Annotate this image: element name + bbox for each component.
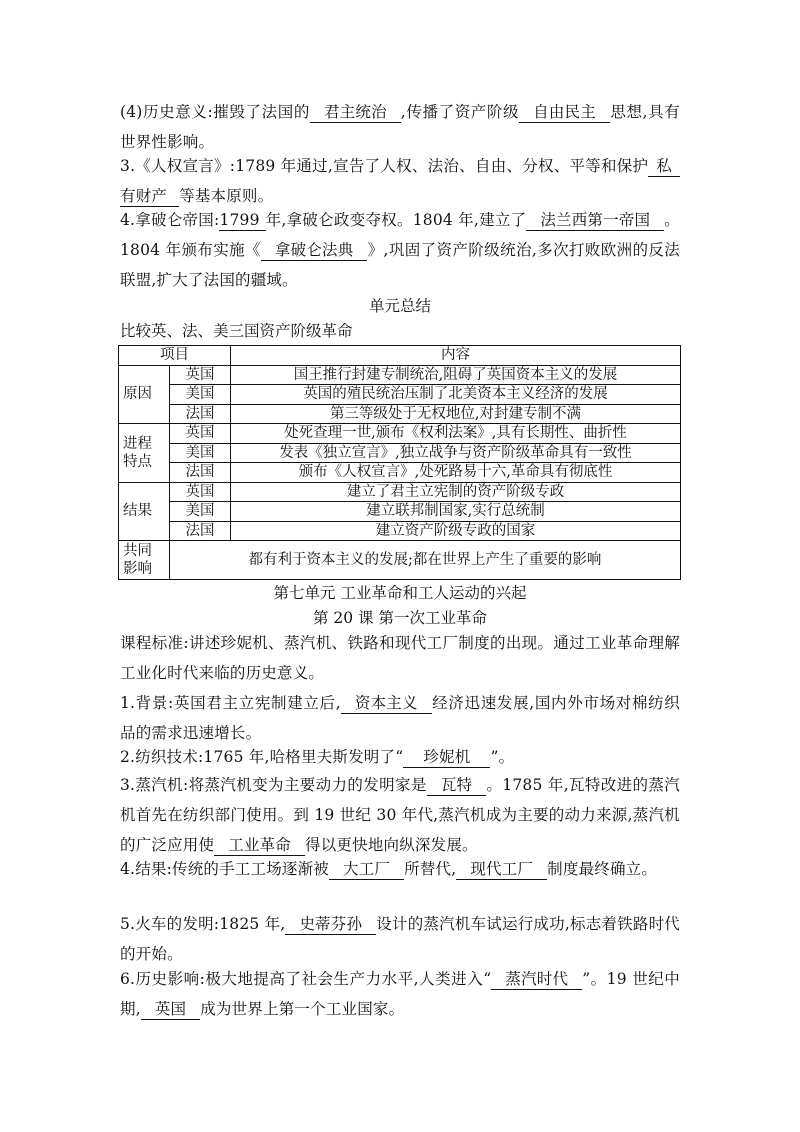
text: 思想,具有世界性影响。 [120,103,680,151]
text: 6.历史影响:极大地提高了社会生产力水平,人类进入“ [120,970,492,988]
table-row [119,404,681,424]
country-cell: 英国 [170,424,231,444]
answer-blank: 自由民主 [519,102,610,123]
summary-title: 单元总结 [368,297,431,315]
table-row [119,521,681,541]
table-caption: 比较英、法、美三国资产阶级革命 [120,322,353,340]
country-cell: 英国 [170,482,231,502]
table-row [119,365,681,385]
text: 3.蒸汽机:将蒸汽机变为主要动力的发明家是 [120,776,427,794]
table-row [119,443,681,463]
country-cell: 法国 [170,463,231,483]
item-textile [120,742,680,772]
revolution-comparison-table [118,345,681,580]
header-item: 项目 [119,346,231,366]
text: 》,巩固了资产阶级统治,多次打败欧洲的反法联盟,扩大了法国的疆域。 [120,241,681,289]
item-background [120,688,680,748]
text: 设计的蒸汽机车试运行成功,标志着铁路时代的开始。 [120,915,680,963]
text: 。1804 年颁布实施《 [120,211,680,259]
text: 1.背景:英国君主立宪制建立后, [120,694,341,712]
text: ”。19 世纪中期, [120,970,680,1018]
answer-blank: 瓦特 [427,775,486,796]
answer-blank: 1799 [219,210,265,231]
answer-blank: 拿破仑法典 [261,240,368,261]
table-row [119,424,681,444]
country-cell: 美国 [170,502,231,522]
table-row [119,482,681,502]
table-header-row [119,346,681,366]
content-cell: 国王推行封建专制统治,阻碍了英国资本主义的发展 [231,365,681,385]
unit-title: 第七单元 工业革命和工人运动的兴起 [273,584,527,602]
answer-blank: 私 [648,156,680,177]
text: 制度最终确立。 [547,860,658,878]
text: 3.《人权宣言》:1789 年通过,宣告了人权、法治、自由、分权、平等和保护 [120,157,649,175]
content-cell: 都有利于资本主义的发展;都在世界上产生了重要的影响 [170,541,681,580]
country-cell: 美国 [170,385,231,405]
answer-blank: 珍妮机 [403,747,490,768]
country-cell: 法国 [170,404,231,424]
paragraph-napoleon-empire [120,205,680,295]
table-row [119,541,681,580]
item-steam-engine [120,770,680,860]
content-cell: 颁布《人权宣言》,处死路易十六,革命具有彻底性 [231,463,681,483]
answer-blank: 工业革命 [214,835,305,856]
text: 4.拿破仑帝国: [120,211,220,229]
content-cell: 第三等级处于无权地位,对封建专制不满 [231,404,681,424]
item-train [120,909,680,969]
text: 5.火车的发明:1825 年, [120,915,286,933]
lesson-title: 第 20 课 第一次工业革命 [312,609,487,627]
text: 等基本原则。 [179,187,274,205]
content-cell: 建立资产阶级专政的国家 [231,521,681,541]
text: 年,拿破仑政变夺权。1804 年,建立了 [265,211,527,229]
answer-blank: 现代工厂 [456,859,547,880]
text: 4.结果:传统的手工工场逐渐被 [120,860,330,878]
text: 经济迅速发展,国内外市场对棉纺织品的需求迅速增长。 [120,694,680,742]
item-result [120,854,680,884]
group-label-common [119,541,170,580]
text: ”。 [490,748,515,766]
text: 所替代, [404,860,457,878]
text: 成为世界上第一个工业国家。 [200,1000,405,1018]
content-cell: 处死查理一世,颁布《权利法案》,具有长期性、曲折性 [231,424,681,444]
table-row [119,463,681,483]
label-line: 共同 [123,543,152,559]
group-label-process [119,424,170,483]
text: 2.纺织技术:1765 年,哈格里夫斯发明了“ [120,748,404,766]
content-cell: 发表《独立宣言》,独立战争与资产阶级革命具有一致性 [231,443,681,463]
course-standard: 课程标准:讲述珍妮机、蒸汽机、铁路和现代工厂制度的出现。通过工业革命理解工业化时代来临的历史意义。 [120,634,680,682]
answer-blank: 英国 [141,999,200,1020]
text: 得以更快地向纵深发展。 [305,836,478,854]
paragraph-historical-significance [120,97,680,157]
table-row [119,502,681,522]
answer-blank: 资本主义 [341,693,432,714]
country-cell: 英国 [170,365,231,385]
text: 。1785 年,瓦特改进的蒸汽机首先在纺织部门使用。到 19 世纪 30 年代,蒸汽机成为主要的动力来源,蒸汽机的广泛应用使 [120,776,680,854]
group-label-cause: 原因 [119,365,170,424]
item-impact [120,964,680,1024]
text: ,传播了资产阶级 [400,103,520,121]
answer-blank: 法兰西第一帝国 [526,210,664,231]
paragraph-declaration-of-rights [120,151,680,211]
answer-blank: 有财产 [120,186,179,207]
country-cell: 美国 [170,443,231,463]
answer-blank: 史蒂芬孙 [285,914,376,935]
label-line: 特点 [123,453,152,470]
answer-blank: 君主统治 [310,102,401,123]
header-content: 内容 [231,346,681,366]
text: (4)历史意义:摧毁了法国的 [120,103,310,121]
answer-blank: 蒸汽时代 [491,969,582,990]
label-line: 进程 [123,435,152,452]
content-cell: 建立了君主立宪制的资产阶级专政 [231,482,681,502]
content-cell: 英国的殖民统治压制了北美资本主义经济的发展 [231,385,681,405]
country-cell: 法国 [170,521,231,541]
answer-blank: 大工厂 [329,859,404,880]
content-cell: 建立联邦制国家,实行总统制 [231,502,681,522]
table-row [119,385,681,405]
label-line: 影响 [123,561,152,577]
group-label-result: 结果 [119,482,170,541]
